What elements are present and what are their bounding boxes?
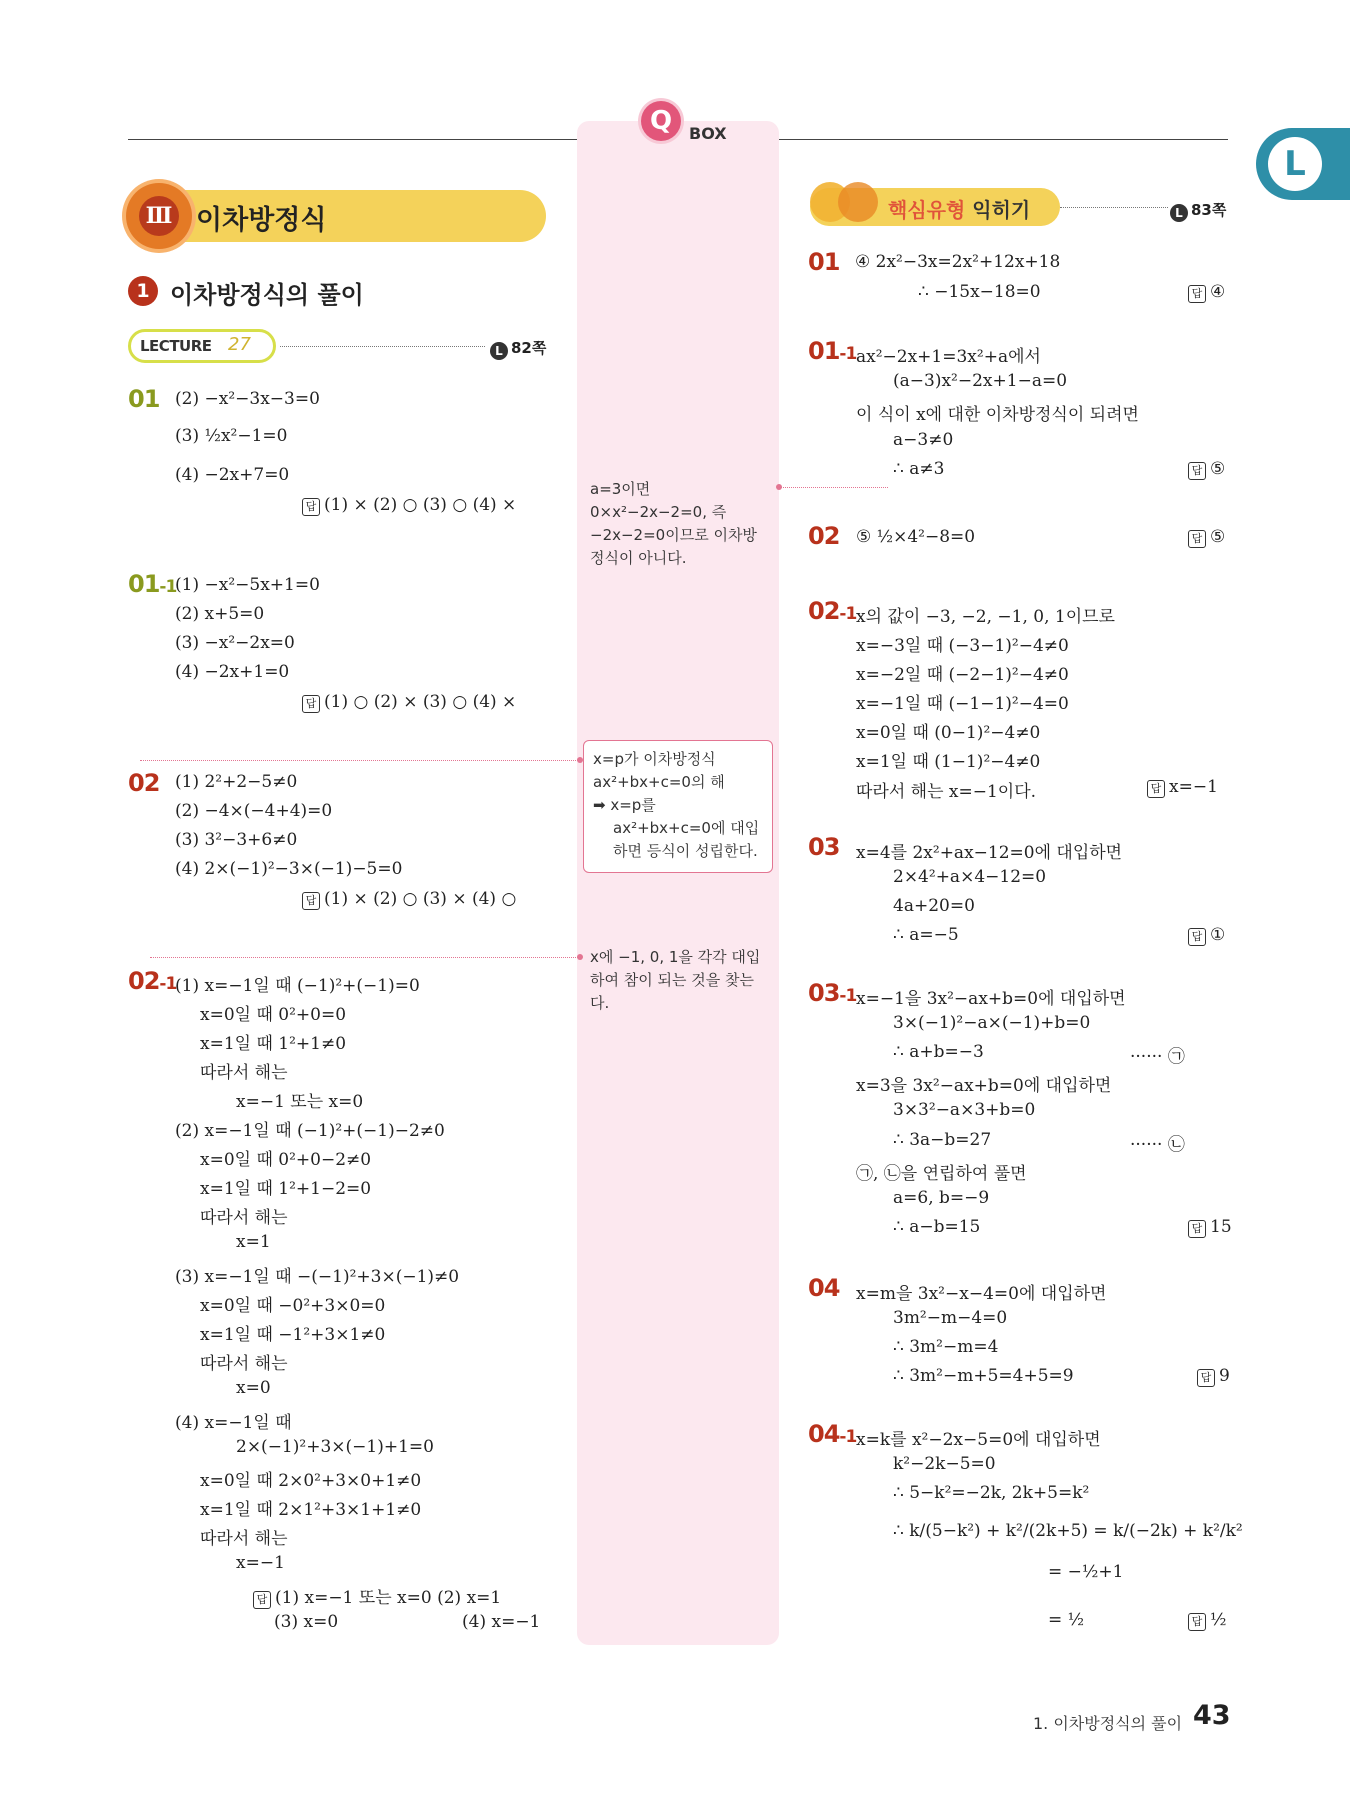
math-line: 따라서 해는 <box>200 1354 288 1374</box>
math-line: 3m²−m−4=0 <box>893 1308 1008 1328</box>
math-line: ∴ a≠3 <box>893 459 945 479</box>
note-connector <box>778 487 888 488</box>
math-line: x=0일 때 (0−1)²−4≠0 <box>856 723 1041 743</box>
math-line: x=1일 때 (1−1)²−4≠0 <box>856 752 1041 772</box>
answer-tag-icon: 답 <box>1188 928 1206 946</box>
math-line: (4) −2x+7=0 <box>175 465 290 485</box>
math-line: x=4를 2x²+ax−12=0에 대입하면 <box>856 843 1123 863</box>
q-box-label: BOX <box>689 124 727 143</box>
answer-tag-icon: 답 <box>253 1591 271 1609</box>
math-line: = −½+1 <box>1048 1562 1124 1582</box>
answer-tag-icon: 답 <box>1188 1220 1206 1238</box>
problem-01-1: 01-1 <box>128 570 177 598</box>
math-line: ∴ 3a−b=27 <box>893 1130 992 1150</box>
math-line: x=−1을 3x²−ax+b=0에 대입하면 <box>856 989 1126 1009</box>
q-note-3: x에 −1, 0, 1을 각각 대입 하여 참이 되는 것을 찾는 다. <box>590 948 761 1012</box>
lecture-ref-icon: L <box>490 342 508 360</box>
chapter-title: 이차방정식 <box>196 205 327 236</box>
math-line: (4) −2x+1=0 <box>175 662 290 682</box>
math-line: 2×(−1)²+3×(−1)+1=0 <box>236 1437 434 1457</box>
math-line: (3) −x²−2x=0 <box>175 633 295 653</box>
answer-tag-icon: 답 <box>1188 285 1206 303</box>
problem-r04-1: 04-1 <box>808 1420 857 1448</box>
math-line: k²−2k−5=0 <box>893 1454 996 1474</box>
note-connector <box>150 957 580 958</box>
answer-tag-icon: 답 <box>302 695 320 713</box>
note-connector-dot <box>577 954 583 960</box>
answer: 답 x=−1 <box>1147 777 1218 798</box>
math-line: x=−2일 때 (−2−1)²−4≠0 <box>856 665 1069 685</box>
lecture-label: LECTURE <box>140 337 212 355</box>
math-line: ∴ 5−k²=−2k, 2k+5=k² <box>893 1483 1090 1503</box>
math-line: 이 식이 x에 대한 이차방정식이 되려면 <box>856 405 1139 425</box>
q-badge: Q <box>641 101 681 141</box>
math-line: 2×4²+a×4−12=0 <box>893 867 1047 887</box>
note-connector-dot <box>577 757 583 763</box>
problem-r02: 02 <box>808 522 840 550</box>
math-line: (3) ½x²−1=0 <box>175 426 288 446</box>
math-line: x=m을 3x²−x−4=0에 대입하면 <box>856 1284 1107 1304</box>
answer: 답 ⑤ <box>1188 527 1225 548</box>
math-line: a−3≠0 <box>893 430 954 450</box>
lecture-page-ref: L 82쪽 <box>490 337 546 360</box>
answer: (3) x=0 <box>274 1612 339 1632</box>
footer-section-title: 1. 이차방정식의 풀이 <box>1033 1714 1183 1733</box>
math-line: x=0일 때 2×0²+3×0+1≠0 <box>200 1471 422 1491</box>
q-box-column <box>577 121 779 1645</box>
note-connector-dot <box>776 484 782 490</box>
math-line: x의 값이 −3, −2, −1, 0, 1이므로 <box>856 607 1115 627</box>
math-line: 따라서 해는 x=−1이다. <box>856 782 1037 802</box>
math-line: (2) x=−1일 때 (−1)²+(−1)−2≠0 <box>175 1121 445 1141</box>
dotted-leader <box>1060 207 1168 208</box>
problem-01: 01 <box>128 385 160 413</box>
answer: 답 15 <box>1188 1217 1232 1238</box>
math-line: x=1일 때 2×1²+3×1+1≠0 <box>200 1500 422 1520</box>
answer: (4) x=−1 <box>462 1612 541 1632</box>
problem-02-1: 02-1 <box>128 967 177 995</box>
math-line: x=1일 때 −1²+3×1≠0 <box>200 1325 386 1345</box>
answer: 답 (1) ○ (2) × (3) ○ (4) × <box>302 692 516 713</box>
math-line: ······ ㉠ <box>1130 1047 1185 1067</box>
problem-r03: 03 <box>808 833 840 861</box>
math-line: 3×3²−a×3+b=0 <box>893 1100 1036 1120</box>
math-line: x=1 <box>236 1232 271 1252</box>
math-line: x=−3일 때 (−3−1)²−4≠0 <box>856 636 1069 656</box>
math-line: ∴ a−b=15 <box>893 1217 981 1237</box>
math-line: x=0일 때 0²+0=0 <box>200 1005 347 1025</box>
math-line: (4) 2×(−1)²−3×(−1)−5=0 <box>175 859 403 879</box>
edge-tab-l-icon: L <box>1268 137 1322 191</box>
core-banner-circle <box>838 182 878 222</box>
q-note-1: a=3이면 0×x²−2x−2=0, 즉 −2x−2=0이므로 이차방 정식이 아니다. <box>590 480 757 567</box>
answer-tag-icon: 답 <box>1188 530 1206 548</box>
math-line: ∴ −15x−18=0 <box>918 282 1041 302</box>
math-line: x=1일 때 1²+1−2=0 <box>200 1179 372 1199</box>
math-line: ∴ k/(5−k²) + k²/(2k+5) = k/(−2k) + k²/k² <box>893 1521 1243 1541</box>
math-line: x=−1 <box>236 1553 285 1573</box>
problem-r02-1: 02-1 <box>808 597 857 625</box>
answer: 답 9 <box>1197 1366 1230 1387</box>
math-line: ∴ a+b=−3 <box>893 1042 984 1062</box>
math-line: (3) x=−1일 때 −(−1)²+3×(−1)≠0 <box>175 1267 460 1287</box>
math-line: ∴ a=−5 <box>893 925 959 945</box>
math-line: (2) −4×(−4+4)=0 <box>175 801 333 821</box>
math-line: ······ ㉡ <box>1130 1135 1185 1155</box>
math-line: x=1일 때 1²+1≠0 <box>200 1034 347 1054</box>
chapter-number-badge: Ⅲ <box>126 183 192 249</box>
q-note-2: x=p가 이차방정식 ax²+bx+c=0의 해 ➡ x=p를 ax²+bx+c=0에 대입 하면 등식이 성립한다. <box>593 750 760 860</box>
math-line: 4a+20=0 <box>893 896 975 916</box>
answer-tag-icon: 답 <box>1197 1369 1215 1387</box>
math-line: x=−1 또는 x=0 <box>236 1092 364 1112</box>
answer: 답 (1) x=−1 또는 x=0 (2) x=1 <box>253 1583 501 1609</box>
edge-tab[interactable] <box>1256 128 1350 200</box>
dotted-leader <box>280 346 485 347</box>
math-line: (a−3)x²−2x+1−a=0 <box>893 371 1068 391</box>
math-line: (1) −x²−5x+1=0 <box>175 575 320 595</box>
math-line: 따라서 해는 <box>200 1529 288 1549</box>
problem-r03-1: 03-1 <box>808 979 857 1007</box>
math-line: ∴ 3m²−m=4 <box>893 1337 999 1357</box>
math-line: x=3을 3x²−ax+b=0에 대입하면 <box>856 1076 1112 1096</box>
answer: 답 (1) × (2) ○ (3) ○ (4) × <box>302 495 516 516</box>
answer: 답 ⑤ <box>1188 459 1225 480</box>
answer: 답 ① <box>1188 925 1225 946</box>
math-line: (2) x+5=0 <box>175 604 265 624</box>
math-line: x=0 <box>236 1378 271 1398</box>
math-line: x=0일 때 0²+0−2≠0 <box>200 1150 372 1170</box>
math-line: (2) −x²−3x−3=0 <box>175 389 320 409</box>
problem-r01: 01 <box>808 248 840 276</box>
answer-tag-icon: 답 <box>302 892 320 910</box>
math-line: 3×(−1)²−a×(−1)+b=0 <box>893 1013 1091 1033</box>
math-line: = ½ <box>1048 1610 1085 1630</box>
math-line: x=−1일 때 (−1−1)²−4=0 <box>856 694 1069 714</box>
core-ref-icon: L <box>1170 204 1188 222</box>
problem-r01-1: 01-1 <box>808 337 857 365</box>
answer: 답 ④ <box>1188 282 1225 303</box>
math-line: ax²−2x+1=3x²+a에서 <box>856 347 1041 367</box>
answer-tag-icon: 답 <box>1188 1613 1206 1631</box>
math-line: ∴ 3m²−m+5=4+5=9 <box>893 1366 1074 1386</box>
core-page-ref: L 83쪽 <box>1170 199 1226 222</box>
note-connector <box>140 760 580 761</box>
math-line: 따라서 해는 <box>200 1208 288 1228</box>
answer-tag-icon: 답 <box>1147 780 1165 798</box>
math-line: a=6, b=−9 <box>893 1188 990 1208</box>
math-line: ㉠, ㉡을 연립하여 풀면 <box>856 1164 1027 1184</box>
math-line: x=0일 때 −0²+3×0=0 <box>200 1296 386 1316</box>
math-line: x=k를 x²−2x−5=0에 대입하면 <box>856 1430 1101 1450</box>
math-line: ⑤ ½×4²−8=0 <box>856 527 976 547</box>
problem-02: 02 <box>128 769 160 797</box>
answer: 답 (1) × (2) ○ (3) × (4) ○ <box>302 889 516 910</box>
math-line: (3) 3²−3+6≠0 <box>175 830 298 850</box>
page-number: 43 <box>1193 1700 1231 1731</box>
math-line: ④ 2x²−3x=2x²+12x+18 <box>855 252 1061 272</box>
problem-r04: 04 <box>808 1274 840 1302</box>
answer-tag-icon: 답 <box>1188 462 1206 480</box>
core-title: 핵심유형 익히기 <box>888 198 1031 222</box>
answer: 답 ½ <box>1188 1610 1226 1631</box>
math-line: 따라서 해는 <box>200 1063 288 1083</box>
section-number: 1 <box>128 276 158 306</box>
math-line: (1) 2²+2−5≠0 <box>175 772 298 792</box>
math-line: (1) x=−1일 때 (−1)²+(−1)=0 <box>175 976 420 996</box>
answer-tag-icon: 답 <box>302 498 320 516</box>
math-line: (4) x=−1일 때 <box>175 1413 292 1433</box>
lecture-number: 27 <box>228 334 251 355</box>
section-title: 이차방정식의 풀이 <box>170 281 364 309</box>
